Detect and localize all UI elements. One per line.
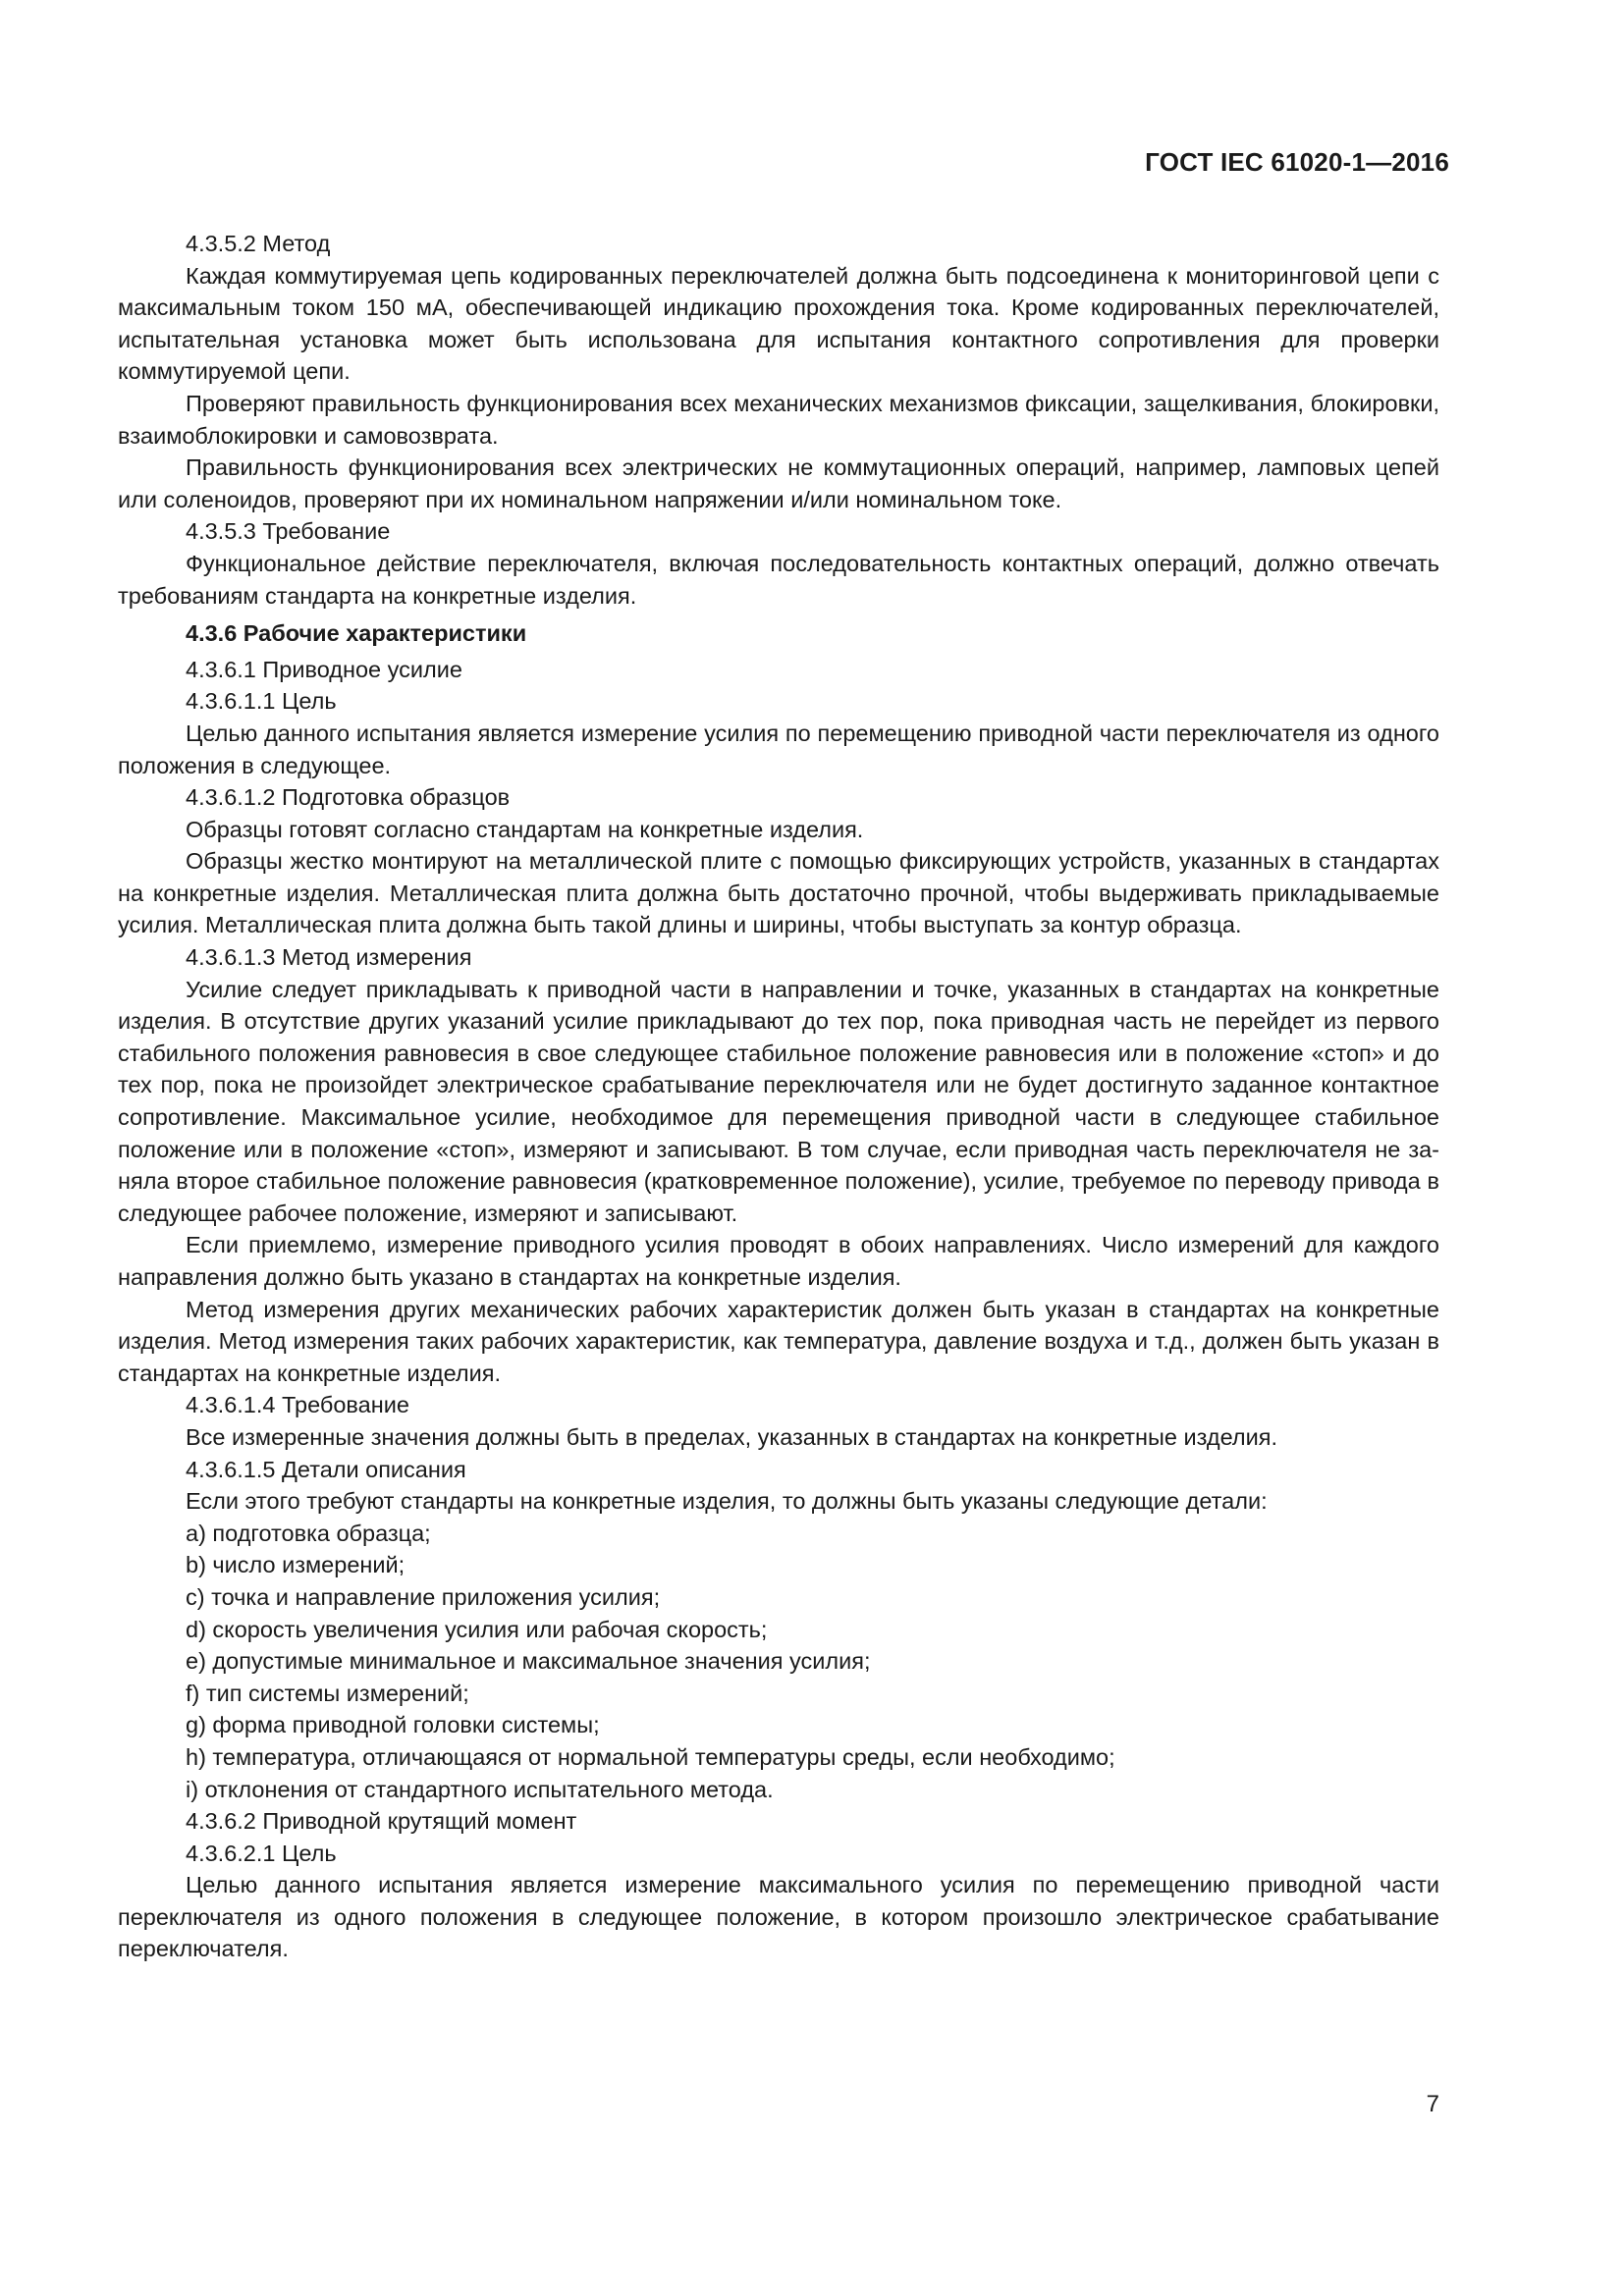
clause-heading-4-3-6-1-5: 4.3.6.1.5 Детали описания <box>186 1456 466 1482</box>
clause-heading-4-3-6-1-2: 4.3.6.1.2 Подготовка образцов <box>186 784 511 811</box>
clause-heading-4-3-5-3: 4.3.5.3 Требование <box>186 518 391 545</box>
document-body <box>118 228 1439 1965</box>
section-heading-4-3-6: 4.3.6 Рабочие характеристики <box>186 620 527 647</box>
list-item: d) скорость увеличения усилия или рабочая скорость; <box>186 1616 768 1642</box>
list-item: f) тип системы измерений; <box>186 1680 469 1706</box>
list-item: i) отклонения от стандартного испытательного метода. <box>186 1776 774 1802</box>
body-paragraph: Целью данного испытания является измерение максимального усилия по перемещению приводной части переключателя из одного положения в следующее положение, в котором произошло электрическое срабатывание переключателя. <box>118 1872 1439 1962</box>
clause-heading-4-3-5-2: 4.3.5.2 Метод <box>186 231 331 256</box>
list-item: e) допустимые минимальное и максимальное значения усилия; <box>186 1648 871 1675</box>
document-header-standard-code: ГОСТ IEC 61020-1—2016 <box>1145 147 1449 177</box>
body-paragraph: Образцы жестко монтируют на металлической плите с помощью фиксирующих устройств, указанных в стандартах на конкретные изделия. Металлическая плита должна быть достаточно прочной, чтобы выдерживать прикладываемые усилия. Металлическая плита должна быть такой длины и ширины, чтобы выступать за контур образца. <box>118 848 1439 938</box>
list-item: b) число измерений; <box>186 1552 406 1578</box>
list-item: c) точка и направление приложения усилия; <box>186 1583 661 1610</box>
page-number: 7 <box>1426 2091 1439 2117</box>
body-paragraph: Все измеренные значения должны быть в пределах, указанных в стандартах на конкретные изделия. <box>186 1423 1277 1450</box>
list-item: a) подготовка образца; <box>186 1520 431 1546</box>
body-paragraph: Если приемлемо, измерение приводного усилия проводят в обоих направлениях. Число измерений для каждого направления должно быть указано в стандартах на конкретные изделия. <box>118 1232 1439 1290</box>
clause-heading-4-3-6-1-1: 4.3.6.1.1 Цель <box>186 688 337 715</box>
clause-heading-4-3-6-1-3: 4.3.6.1.3 Метод измерения <box>186 944 472 971</box>
body-paragraph: Проверяют правильность функционирования всех механических механизмов фиксации, защелкивания, блокировки, взаимоблокировки и самовозврата. <box>118 390 1439 449</box>
body-paragraph: Метод измерения других механических рабочих характеристик должен быть указан в стандартах на конкретные изделия. Метод измерения таких рабочих характеристик, как температура, давление воздуха и т.д., должен быть указан в стандартах на конкретные изделия. <box>118 1296 1439 1386</box>
body-paragraph: Если этого требуют стандарты на конкретные изделия, то должны быть указаны следующие детали: <box>186 1488 1268 1515</box>
body-paragraph: Функциональное действие переключателя, включая последовательность контактных операций, должно отвечать требованиям стандарта на конкретные изделия. <box>118 550 1439 609</box>
body-paragraph: Каждая коммутируемая цепь кодированных переключателей должна быть подсоединена к мониторинговой цепи с максимальным током 150 мА, обеспечивающей индикацию прохождения тока. Кроме кодированных переключателей, испытательная установка может быть использована для испытания контактного сопротивления для проверки коммутируемой цепи. <box>118 262 1439 385</box>
body-paragraph: Целью данного испытания является измерение усилия по перемещению приводной части переключателя из одного положения в следующее. <box>118 720 1439 778</box>
body-paragraph: Усилие следует прикладывать к приводной части в направлении и точке, указанных в стандартах на конкретные изделия. В отсутствие других указаний усилие прикладывают до тех пор, пока приводная часть не перейдет из первого стабильного положения равновесия в свое следующее стабильное положение равновесия или в положение «стоп» и до тех пор, пока не произойдет электрическое срабатывание переключателя или не будет достигнуто заданное контактное сопротивление. Максимальное усилие, необходимое для перемещения приводной части в следующее стабильное положение или в положение «стоп», измеряют и записывают. В том случае, если приводная часть переключателя не заняла второе стабильное положение равновесия (кратковременное положение), усилие, требуемое по переводу привода в следующее рабочее положение, измеряют и записывают. <box>118 976 1439 1226</box>
clause-heading-4-3-6-1-4: 4.3.6.1.4 Требование <box>186 1392 409 1418</box>
clause-heading-4-3-6-1: 4.3.6.1 Приводное усилие <box>186 656 462 682</box>
list-item: g) форма приводной головки системы; <box>186 1712 600 1738</box>
body-paragraph: Образцы готовят согласно стандартам на конкретные изделия. <box>186 816 864 842</box>
clause-heading-4-3-6-2: 4.3.6.2 Приводной крутящий момент <box>186 1808 577 1835</box>
list-item: h) температура, отличающаяся от нормальной температуры среды, если необходимо; <box>186 1743 1115 1770</box>
body-paragraph: Правильность функционирования всех электрических не коммутационных операций, например, ламповых цепей или соленоидов, проверяют при их номинальном напряжении и/или номинальном токе. <box>118 454 1439 512</box>
clause-heading-4-3-6-2-1: 4.3.6.2.1 Цель <box>186 1840 337 1866</box>
